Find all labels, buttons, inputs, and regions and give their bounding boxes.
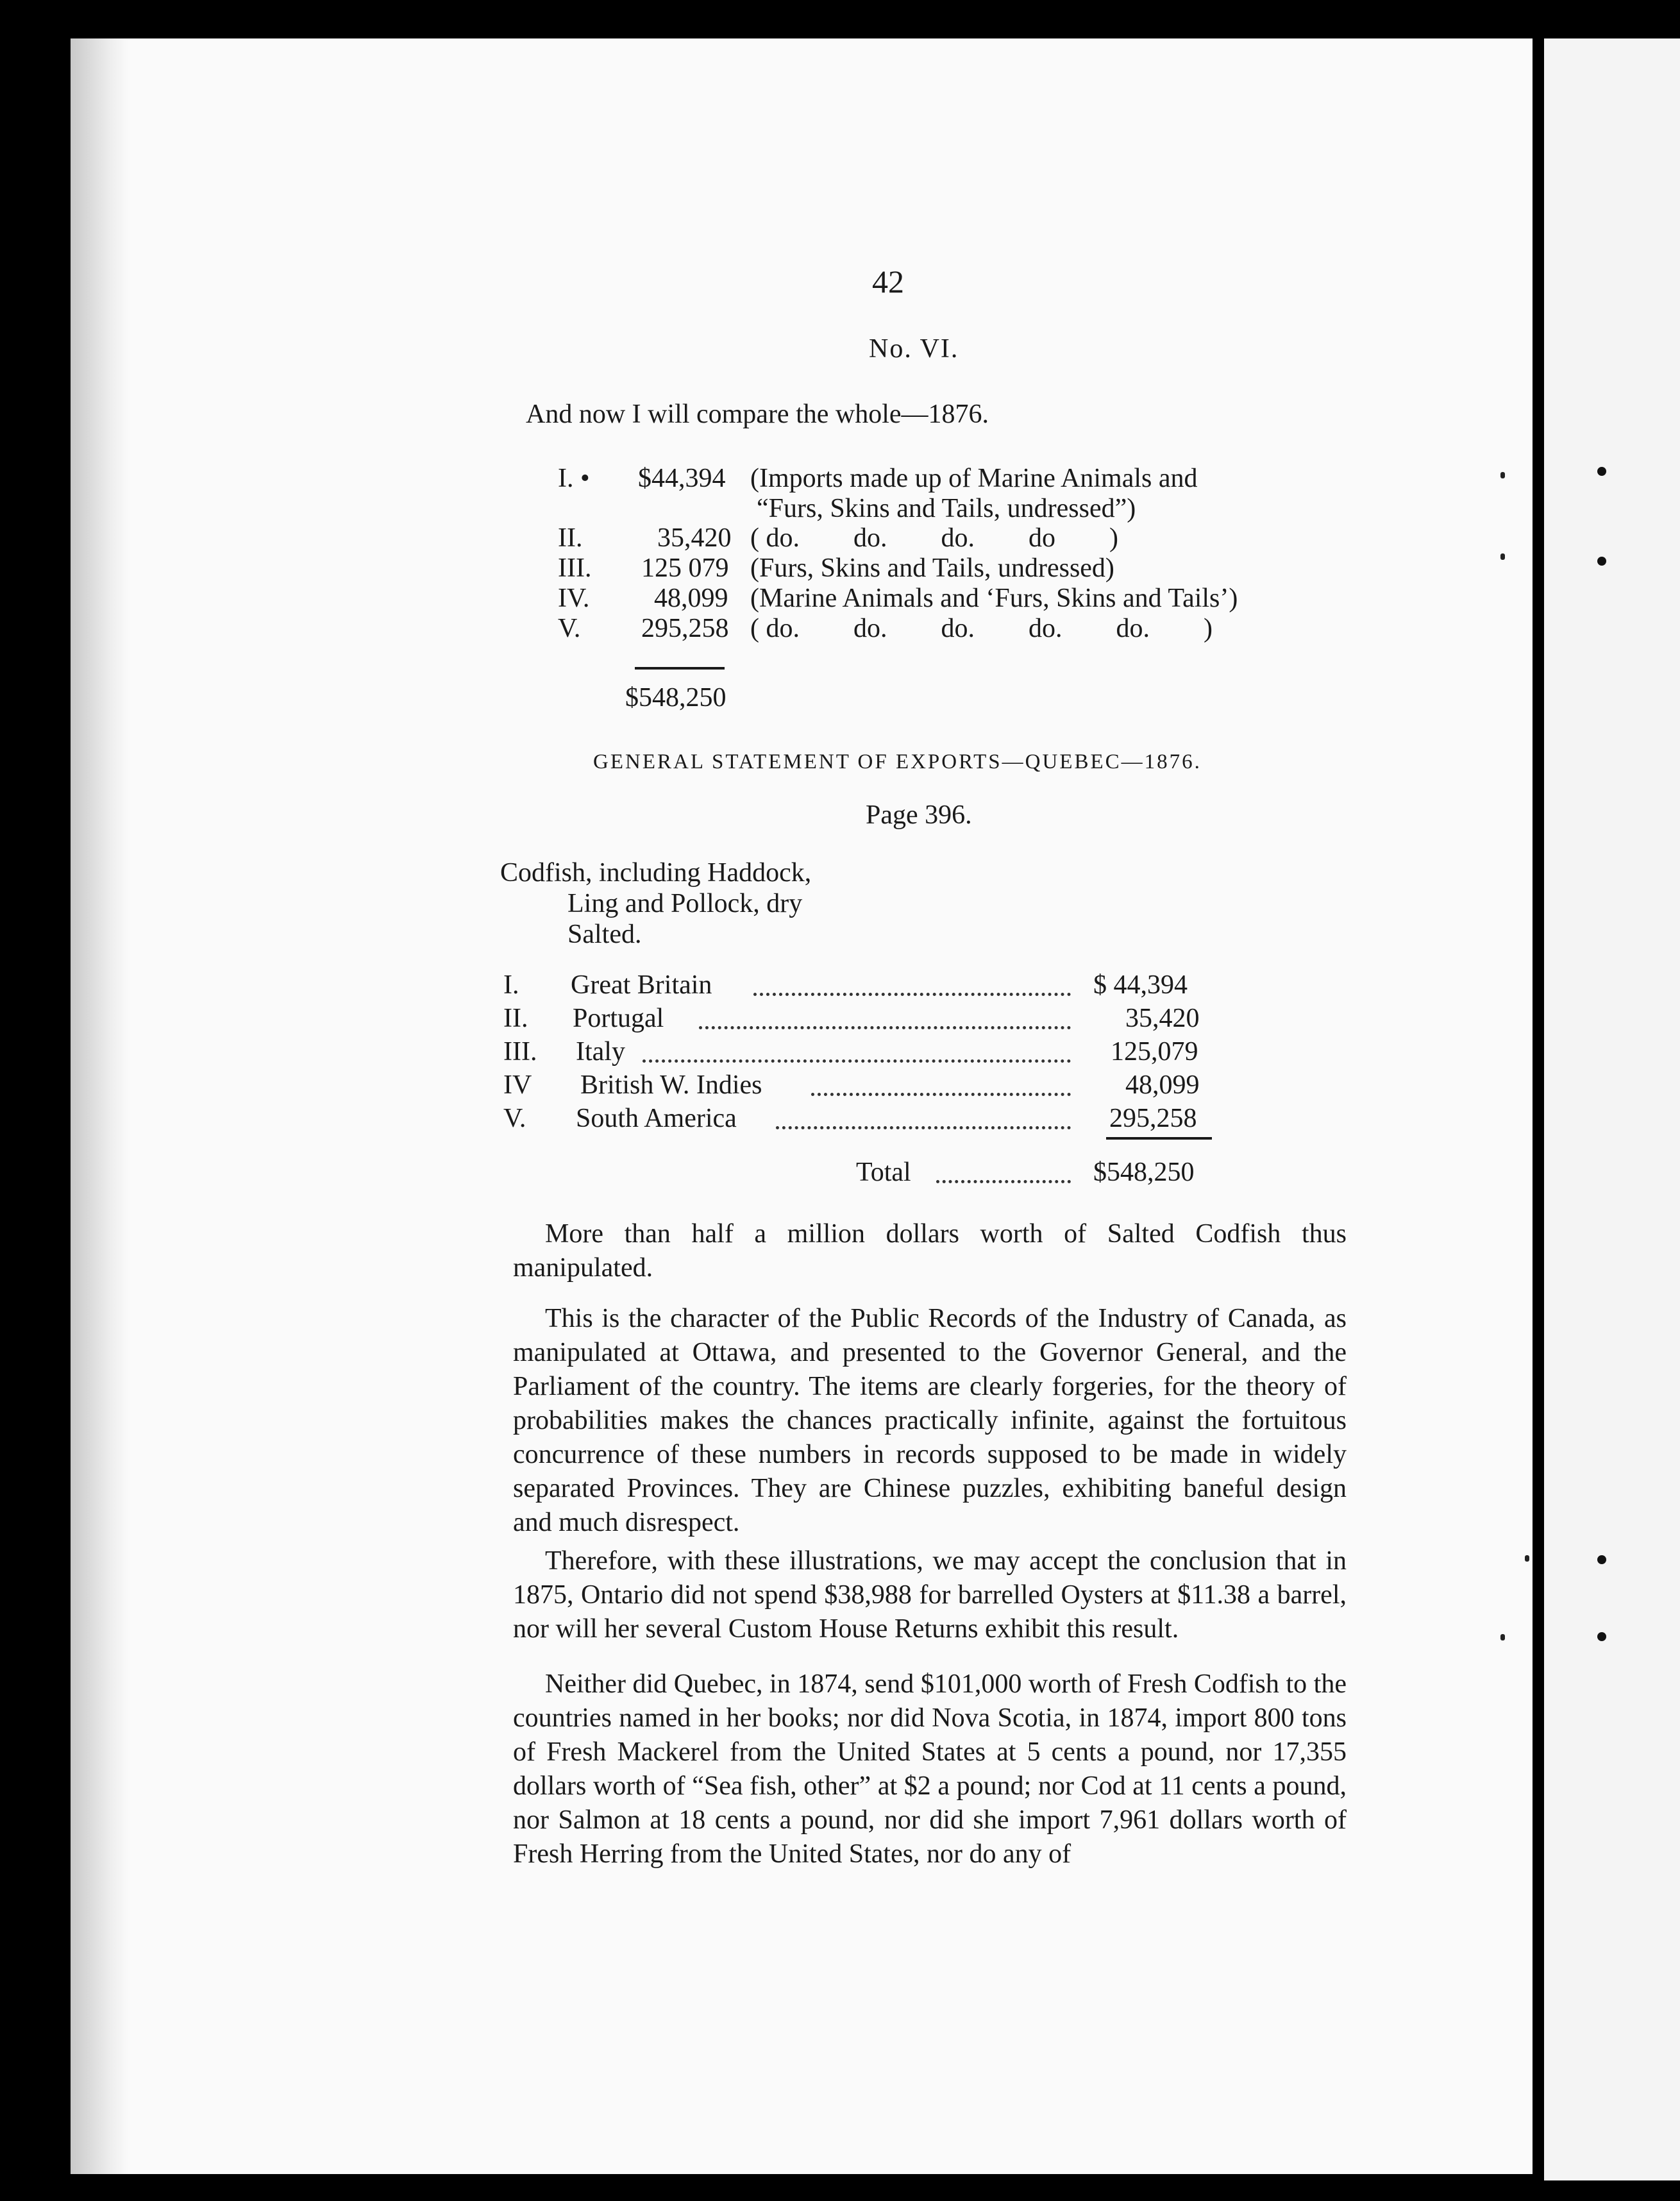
dot-leader <box>753 993 1071 996</box>
statement-page-ref: Page 396. <box>866 800 972 830</box>
row-description: (Imports made up of Marine Animals and <box>750 464 1198 493</box>
row-amount: 125 079 <box>641 553 729 583</box>
section-title: No. VI. <box>869 334 959 364</box>
row-description: (Furs, Skins and Tails, undressed) <box>750 553 1114 583</box>
row-number: III. <box>503 1037 537 1067</box>
row-number: III. <box>558 553 592 583</box>
row-country: Italy <box>576 1037 625 1067</box>
page-gutter-shadow <box>71 38 128 2174</box>
facing-page-edge <box>1544 38 1680 2180</box>
margin-mark <box>1500 1634 1505 1640</box>
commodity-line: Salted. <box>567 920 642 949</box>
row-amount: 35,420 <box>1125 1004 1200 1033</box>
row-amount: 295,258 <box>641 614 729 643</box>
row-description: “Furs, Skins and Tails, undressed”) <box>757 494 1136 523</box>
dot-leader <box>936 1180 1071 1183</box>
row-number: IV <box>503 1070 532 1100</box>
margin-dot <box>1597 557 1606 566</box>
paragraph: This is the character of the Public Records of the Industry of Canada, as manipulated at Ottawa, and presented to the Governor General, and the Parliament of the country. The items are clearly forgeries, for the theory of probabilities makes the chances practically infinite, against the fortuitous concurrence of these numbers in records supposed to be made in widely separated Provinces. They are Chinese puzzles, exhibiting baneful design and much disrespect. <box>513 1304 1347 1537</box>
commodity-line: Ling and Pollock, dry <box>567 889 803 918</box>
export-total: $548,250 <box>1093 1158 1195 1187</box>
margin-mark <box>1500 472 1505 478</box>
row-country: Portugal <box>573 1004 664 1033</box>
margin-dot <box>1597 467 1606 476</box>
dot-leader <box>811 1093 1071 1096</box>
sum-rule <box>635 667 725 670</box>
margin-dot <box>1597 1632 1606 1641</box>
paragraph: Neither did Quebec, in 1874, send $101,000 worth of Fresh Codfish to the countries named in her books; nor did Nova Scotia, in 1874, import 800 tons of Fresh Mackerel from the United States at 5 cents a pound, nor 17,355 dollars worth of “Sea fish, other” at $2 a pound; nor Cod at 11 cents a pound, nor Salmon at 18 cents a pound, nor did she import 7,961 dollars worth of Fresh Herring from the United States, nor do any of <box>513 1669 1347 1869</box>
row-country: South America <box>576 1104 737 1133</box>
row-amount: 48,099 <box>1125 1070 1200 1100</box>
row-number: V. <box>503 1104 526 1133</box>
row-number: I. <box>503 970 519 1000</box>
row-amount: 35,420 <box>657 523 732 553</box>
row-number: IV. <box>558 584 590 613</box>
dot-leader <box>643 1059 1071 1063</box>
margin-mark <box>1500 553 1505 560</box>
paragraph: More than half a million dollars worth of Salted Codfish thus manipulated. <box>513 1219 1347 1283</box>
dot-leader <box>699 1026 1071 1029</box>
row-number: V. <box>558 614 581 643</box>
row-number: I. • <box>558 464 590 493</box>
statement-heading: GENERAL STATEMENT OF EXPORTS—QUEBEC—1876. <box>593 750 1202 773</box>
row-amount: $44,394 <box>638 464 726 493</box>
paragraph: Therefore, with these illustrations, we may accept the conclusion that in 1875, Ontario did not spend $38,988 for barrelled Oysters at $11.38 a barrel, nor will her several Custom House Returns exhibit this result. <box>513 1546 1347 1644</box>
row-country: Great Britain <box>571 970 712 1000</box>
row-description: ( do. do. do. do ) <box>750 523 1118 553</box>
comparison-total: $548,250 <box>625 683 727 713</box>
row-amount: 295,258 <box>1109 1104 1197 1133</box>
intro-line: And now I will compare the whole—1876. <box>526 400 989 429</box>
sum-rule <box>1106 1137 1212 1140</box>
row-description: (Marine Animals and ‘Furs, Skins and Tails’) <box>750 584 1238 613</box>
row-amount: 48,099 <box>654 584 728 613</box>
total-label: Total <box>856 1158 911 1187</box>
margin-dot <box>1597 1555 1606 1564</box>
margin-mark <box>1525 1555 1529 1562</box>
row-country: British W. Indies <box>580 1070 762 1100</box>
row-number: II. <box>558 523 583 553</box>
commodity-line: Codfish, including Haddock, <box>500 858 812 888</box>
row-number: II. <box>503 1004 528 1033</box>
page-number: 42 <box>872 264 904 299</box>
row-amount: $ 44,394 <box>1093 970 1188 1000</box>
dot-leader <box>776 1126 1071 1129</box>
row-amount: 125,079 <box>1111 1037 1198 1067</box>
row-description: ( do. do. do. do. do. ) <box>750 614 1213 643</box>
